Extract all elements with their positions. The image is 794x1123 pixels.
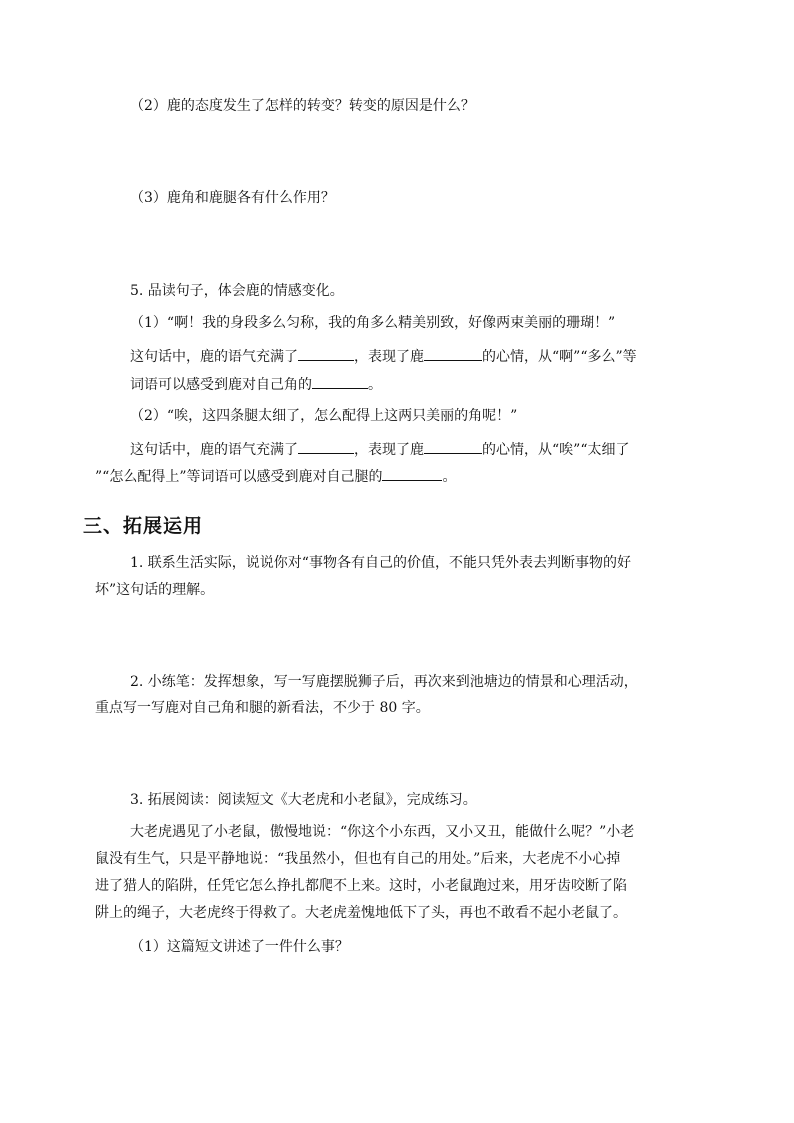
item-5-sentence-1-line-2 xyxy=(130,374,382,395)
item-5-sentence-2-line-2 xyxy=(95,466,456,487)
text-segment: 这句话中，鹿的语气充满了 xyxy=(130,442,298,458)
passage-line-2: 鼠没有生气，只是平静地说：“我虽然小，但也有自己的用处。”后来，大老虎不小心掉 xyxy=(95,851,621,867)
answer-blank[interactable] xyxy=(312,374,368,389)
passage-line-4: 阱上的绳子，大老虎终于得救了。大老虎羞愧地低下了头，再也不敢看不起小老鼠了。 xyxy=(95,905,627,921)
answer-blank[interactable] xyxy=(424,346,482,361)
item-5-sentence-1-line-1 xyxy=(130,346,637,367)
answer-blank[interactable] xyxy=(298,346,354,361)
item-2-line-2: 重点写一写鹿对自己角和腿的新看法，不少于 80 字。 xyxy=(95,700,430,716)
text-segment: 的心情，从“唉”“太细了 xyxy=(482,442,630,458)
question-3: （3）鹿角和鹿腿各有什么作用？ xyxy=(130,190,335,206)
text-segment: 的心情，从“啊”“多么”等 xyxy=(482,349,637,365)
text-segment: 。 xyxy=(442,469,457,485)
answer-blank[interactable] xyxy=(424,439,482,454)
text-segment: ，表现了鹿 xyxy=(354,349,424,365)
text-segment: 。 xyxy=(368,377,382,393)
section-heading: 三、拓展运用 xyxy=(83,515,204,537)
passage-line-3: 进了猎人的陷阱，任凭它怎么挣扎都爬不上来。这时，小老鼠跑过来，用牙齿咬断了陷 xyxy=(95,878,627,894)
item-5-sentence-2-line-1 xyxy=(130,439,629,460)
text-segment: 这句话中，鹿的语气充满了 xyxy=(130,349,298,365)
passage-line-1: 大老虎遇见了小老鼠，傲慢地说：“你这个小东西，又小又丑，能做什么呢？”小老 xyxy=(130,824,635,840)
item-5-sentence-1: （1）“啊！我的身段多么匀称，我的角多么精美别致，好像两束美丽的珊瑚！” xyxy=(130,315,616,331)
item-1-line-1: 1. 联系生活实际，说说你对“事物各有自己的价值，不能只凭外表去判断事物的好 xyxy=(130,555,631,571)
item-5-title: 5. 品读句子，体会鹿的情感变化。 xyxy=(130,283,344,299)
item-2-line-1: 2. 小练笔：发挥想象，写一写鹿摆脱狮子后，再次来到池塘边的情景和心理活动， xyxy=(130,674,638,690)
text-segment: 词语可以感受到鹿对自己角的 xyxy=(130,377,312,393)
answer-blank[interactable] xyxy=(382,466,442,481)
answer-blank[interactable] xyxy=(298,439,354,454)
question-2: （2）鹿的态度发生了怎样的转变？转变的原因是什么？ xyxy=(130,98,475,114)
passage-question-1: （1）这篇短文讲述了一件什么事？ xyxy=(130,939,349,955)
item-5-sentence-2: （2）“唉，这四条腿太细了，怎么配得上这两只美丽的角呢！” xyxy=(130,408,518,424)
item-1-line-2: 坏”这句话的理解。 xyxy=(95,582,215,598)
text-segment: ，表现了鹿 xyxy=(354,442,424,458)
item-3-title: 3. 拓展阅读：阅读短文《大老虎和小老鼠》，完成练习。 xyxy=(130,792,477,808)
text-segment: ”“怎么配得上”等词语可以感受到鹿对自己腿的 xyxy=(95,469,383,485)
